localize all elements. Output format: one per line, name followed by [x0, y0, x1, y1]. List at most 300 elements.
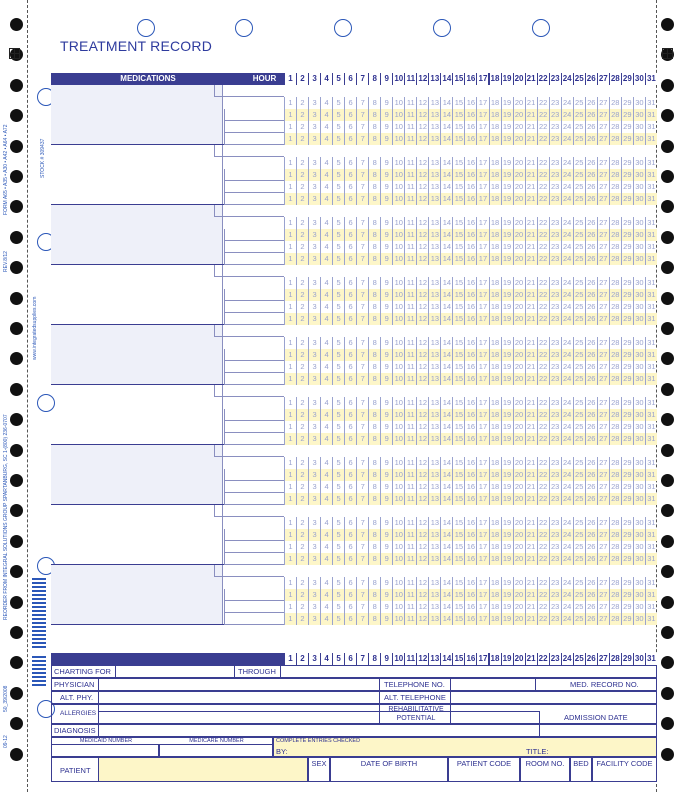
day-cell[interactable]: 26 [585, 241, 597, 253]
day-cell[interactable]: 1 [284, 529, 296, 541]
day-cell[interactable]: 18 [489, 229, 501, 241]
day-cell[interactable]: 27 [597, 193, 609, 205]
day-cell[interactable]: 26 [585, 121, 597, 133]
day-cell[interactable]: 28 [609, 481, 621, 493]
day-cell[interactable]: 2 [296, 457, 308, 469]
day-cell[interactable]: 9 [380, 157, 392, 169]
day-cell[interactable]: 9 [380, 481, 392, 493]
day-cell[interactable]: 2 [296, 169, 308, 181]
day-cell[interactable]: 23 [549, 517, 561, 529]
day-cell[interactable]: 15 [452, 229, 464, 241]
hour-field[interactable] [214, 205, 284, 217]
day-cell[interactable]: 1 [284, 601, 296, 613]
day-cell[interactable]: 27 [597, 433, 609, 445]
day-cell[interactable]: 14 [440, 253, 452, 265]
day-cell[interactable]: 24 [561, 121, 573, 133]
day-cell[interactable]: 8 [368, 217, 380, 229]
day-cell[interactable]: 16 [464, 361, 476, 373]
day-cell[interactable]: 29 [621, 349, 633, 361]
day-cell[interactable]: 27 [597, 181, 609, 193]
day-cell[interactable]: 24 [561, 349, 573, 361]
day-cell[interactable]: 26 [585, 133, 597, 145]
day-cell[interactable]: 19 [501, 397, 513, 409]
day-cell[interactable]: 30 [633, 433, 645, 445]
charting-for-field[interactable] [115, 665, 235, 678]
day-cell[interactable]: 1 [284, 397, 296, 409]
day-cell[interactable]: 16 [464, 193, 476, 205]
day-cell[interactable]: 18 [489, 109, 501, 121]
day-cell[interactable]: 13 [428, 241, 440, 253]
day-cell[interactable]: 4 [320, 397, 332, 409]
day-cell[interactable]: 19 [501, 277, 513, 289]
day-cell[interactable]: 4 [320, 457, 332, 469]
day-cell[interactable]: 16 [464, 133, 476, 145]
day-cell[interactable]: 11 [404, 289, 416, 301]
day-cell[interactable]: 14 [440, 277, 452, 289]
day-cell[interactable]: 7 [356, 433, 368, 445]
day-cell[interactable]: 11 [404, 169, 416, 181]
day-cell[interactable]: 6 [344, 397, 356, 409]
day-cell[interactable]: 15 [452, 409, 464, 421]
day-cell[interactable]: 12 [416, 121, 428, 133]
day-cell[interactable]: 4 [320, 277, 332, 289]
day-cell[interactable]: 19 [501, 481, 513, 493]
day-cell[interactable]: 22 [537, 169, 549, 181]
day-cell[interactable]: 8 [368, 181, 380, 193]
day-cell[interactable]: 20 [513, 409, 525, 421]
day-cell[interactable]: 6 [344, 97, 356, 109]
day-cell[interactable]: 10 [392, 397, 404, 409]
day-cell[interactable]: 28 [609, 469, 621, 481]
day-cell[interactable]: 2 [296, 421, 308, 433]
day-cell[interactable]: 2 [296, 181, 308, 193]
day-cell[interactable]: 1 [284, 409, 296, 421]
day-cell[interactable]: 11 [404, 553, 416, 565]
day-cell[interactable]: 3 [308, 337, 320, 349]
day-cell[interactable]: 11 [404, 253, 416, 265]
day-cell[interactable]: 31 [645, 313, 657, 325]
day-cell[interactable]: 2 [296, 517, 308, 529]
day-cell[interactable]: 26 [585, 301, 597, 313]
day-cell[interactable]: 21 [525, 109, 537, 121]
day-cell[interactable]: 5 [332, 541, 344, 553]
day-cell[interactable]: 22 [537, 253, 549, 265]
day-cell[interactable]: 2 [296, 553, 308, 565]
day-cell[interactable]: 20 [513, 97, 525, 109]
day-cell[interactable]: 1 [284, 313, 296, 325]
day-cell[interactable]: 15 [452, 217, 464, 229]
day-cell[interactable]: 3 [308, 577, 320, 589]
day-cell[interactable]: 6 [344, 457, 356, 469]
day-cell[interactable]: 22 [537, 229, 549, 241]
day-cell[interactable]: 9 [380, 349, 392, 361]
day-cell[interactable]: 31 [645, 409, 657, 421]
day-cell[interactable]: 13 [428, 301, 440, 313]
day-cell[interactable]: 31 [645, 457, 657, 469]
day-cell[interactable]: 18 [489, 277, 501, 289]
day-cell[interactable]: 9 [380, 421, 392, 433]
day-cell[interactable]: 2 [296, 601, 308, 613]
day-cell[interactable]: 24 [561, 277, 573, 289]
day-cell[interactable]: 21 [525, 301, 537, 313]
day-cell[interactable]: 4 [320, 181, 332, 193]
hour-field[interactable] [224, 121, 284, 133]
day-cell[interactable]: 29 [621, 193, 633, 205]
day-cell[interactable]: 7 [356, 541, 368, 553]
day-cell[interactable]: 30 [633, 253, 645, 265]
day-cell[interactable]: 13 [428, 157, 440, 169]
day-cell[interactable]: 3 [308, 229, 320, 241]
day-cell[interactable]: 17 [476, 577, 488, 589]
day-cell[interactable]: 15 [452, 481, 464, 493]
day-cell[interactable]: 29 [621, 409, 633, 421]
day-cell[interactable]: 21 [525, 313, 537, 325]
day-cell[interactable]: 28 [609, 289, 621, 301]
day-cell[interactable]: 11 [404, 589, 416, 601]
day-cell[interactable]: 16 [464, 577, 476, 589]
day-cell[interactable]: 16 [464, 457, 476, 469]
day-cell[interactable]: 25 [573, 553, 585, 565]
day-cell[interactable]: 7 [356, 577, 368, 589]
day-cell[interactable]: 22 [537, 553, 549, 565]
hour-field[interactable] [224, 193, 284, 205]
day-cell[interactable]: 14 [440, 397, 452, 409]
day-cell[interactable]: 20 [513, 577, 525, 589]
day-cell[interactable]: 3 [308, 349, 320, 361]
day-cell[interactable]: 13 [428, 361, 440, 373]
day-cell[interactable]: 27 [597, 277, 609, 289]
day-cell[interactable]: 11 [404, 337, 416, 349]
day-cell[interactable]: 4 [320, 349, 332, 361]
day-cell[interactable]: 7 [356, 373, 368, 385]
medicaid-field[interactable] [51, 744, 159, 757]
day-cell[interactable]: 30 [633, 301, 645, 313]
day-cell[interactable]: 8 [368, 421, 380, 433]
day-cell[interactable]: 31 [645, 337, 657, 349]
day-cell[interactable]: 7 [356, 217, 368, 229]
day-cell[interactable]: 31 [645, 433, 657, 445]
day-cell[interactable]: 12 [416, 109, 428, 121]
day-cell[interactable]: 8 [368, 613, 380, 625]
day-cell[interactable]: 15 [452, 253, 464, 265]
day-cell[interactable]: 23 [549, 337, 561, 349]
day-cell[interactable]: 24 [561, 217, 573, 229]
day-cell[interactable]: 17 [476, 541, 488, 553]
day-cell[interactable]: 4 [320, 433, 332, 445]
day-cell[interactable]: 29 [621, 133, 633, 145]
day-cell[interactable]: 25 [573, 121, 585, 133]
day-cell[interactable]: 8 [368, 577, 380, 589]
day-cell[interactable]: 11 [404, 457, 416, 469]
day-cell[interactable]: 12 [416, 157, 428, 169]
day-cell[interactable]: 16 [464, 169, 476, 181]
day-cell[interactable]: 29 [621, 541, 633, 553]
day-cell[interactable]: 15 [452, 169, 464, 181]
day-cell[interactable]: 25 [573, 433, 585, 445]
day-cell[interactable]: 18 [489, 169, 501, 181]
day-cell[interactable]: 5 [332, 157, 344, 169]
day-cell[interactable]: 20 [513, 373, 525, 385]
day-cell[interactable]: 31 [645, 229, 657, 241]
day-cell[interactable]: 4 [320, 337, 332, 349]
day-cell[interactable]: 23 [549, 361, 561, 373]
day-cell[interactable]: 30 [633, 349, 645, 361]
day-cell[interactable]: 15 [452, 397, 464, 409]
day-cell[interactable]: 19 [501, 169, 513, 181]
day-cell[interactable]: 28 [609, 109, 621, 121]
day-cell[interactable]: 1 [284, 157, 296, 169]
day-cell[interactable]: 3 [308, 613, 320, 625]
day-cell[interactable]: 3 [308, 313, 320, 325]
day-cell[interactable]: 17 [476, 253, 488, 265]
day-cell[interactable]: 16 [464, 337, 476, 349]
day-cell[interactable]: 28 [609, 529, 621, 541]
day-cell[interactable]: 1 [284, 589, 296, 601]
day-cell[interactable]: 30 [633, 601, 645, 613]
day-cell[interactable]: 15 [452, 613, 464, 625]
day-cell[interactable]: 20 [513, 469, 525, 481]
day-cell[interactable]: 7 [356, 529, 368, 541]
day-cell[interactable]: 12 [416, 589, 428, 601]
day-cell[interactable]: 27 [597, 541, 609, 553]
day-cell[interactable]: 23 [549, 229, 561, 241]
day-cell[interactable]: 2 [296, 397, 308, 409]
day-cell[interactable]: 1 [284, 613, 296, 625]
day-cell[interactable]: 1 [284, 373, 296, 385]
day-cell[interactable]: 7 [356, 229, 368, 241]
day-cell[interactable]: 25 [573, 181, 585, 193]
day-cell[interactable]: 30 [633, 241, 645, 253]
day-cell[interactable]: 21 [525, 469, 537, 481]
day-cell[interactable]: 29 [621, 613, 633, 625]
day-cell[interactable]: 29 [621, 373, 633, 385]
day-cell[interactable]: 20 [513, 457, 525, 469]
day-cell[interactable]: 18 [489, 541, 501, 553]
day-cell[interactable]: 13 [428, 181, 440, 193]
day-cell[interactable]: 11 [404, 181, 416, 193]
day-cell[interactable]: 27 [597, 493, 609, 505]
day-cell[interactable]: 5 [332, 493, 344, 505]
day-cell[interactable]: 12 [416, 541, 428, 553]
day-cell[interactable]: 22 [537, 469, 549, 481]
hour-field[interactable] [224, 421, 284, 433]
day-cell[interactable]: 19 [501, 109, 513, 121]
day-cell[interactable]: 27 [597, 601, 609, 613]
day-cell[interactable]: 26 [585, 313, 597, 325]
day-cell[interactable]: 18 [489, 241, 501, 253]
day-cell[interactable]: 20 [513, 229, 525, 241]
day-cell[interactable]: 26 [585, 97, 597, 109]
day-cell[interactable]: 30 [633, 529, 645, 541]
day-cell[interactable]: 21 [525, 337, 537, 349]
day-cell[interactable]: 18 [489, 553, 501, 565]
day-cell[interactable]: 30 [633, 493, 645, 505]
day-cell[interactable]: 10 [392, 517, 404, 529]
day-cell[interactable]: 31 [645, 577, 657, 589]
day-cell[interactable]: 10 [392, 313, 404, 325]
day-cell[interactable]: 20 [513, 517, 525, 529]
day-cell[interactable]: 19 [501, 469, 513, 481]
day-cell[interactable]: 8 [368, 193, 380, 205]
day-cell[interactable]: 6 [344, 421, 356, 433]
day-cell[interactable]: 17 [476, 337, 488, 349]
day-cell[interactable]: 22 [537, 301, 549, 313]
day-cell[interactable]: 12 [416, 337, 428, 349]
day-cell[interactable]: 30 [633, 193, 645, 205]
day-cell[interactable]: 10 [392, 613, 404, 625]
day-cell[interactable]: 31 [645, 301, 657, 313]
day-cell[interactable]: 27 [597, 373, 609, 385]
day-cell[interactable]: 30 [633, 277, 645, 289]
day-cell[interactable]: 27 [597, 241, 609, 253]
day-cell[interactable]: 14 [440, 121, 452, 133]
day-cell[interactable]: 10 [392, 169, 404, 181]
day-cell[interactable]: 3 [308, 289, 320, 301]
day-cell[interactable]: 15 [452, 349, 464, 361]
day-cell[interactable]: 17 [476, 169, 488, 181]
day-cell[interactable]: 2 [296, 157, 308, 169]
day-cell[interactable]: 5 [332, 409, 344, 421]
medication-field[interactable] [51, 325, 223, 384]
day-cell[interactable]: 7 [356, 361, 368, 373]
hour-field[interactable] [224, 361, 284, 373]
day-cell[interactable]: 22 [537, 337, 549, 349]
day-cell[interactable]: 5 [332, 601, 344, 613]
day-cell[interactable]: 10 [392, 493, 404, 505]
day-cell[interactable]: 16 [464, 397, 476, 409]
day-cell[interactable]: 20 [513, 529, 525, 541]
day-cell[interactable]: 26 [585, 229, 597, 241]
day-cell[interactable]: 26 [585, 601, 597, 613]
day-cell[interactable]: 13 [428, 517, 440, 529]
day-cell[interactable]: 5 [332, 301, 344, 313]
day-cell[interactable]: 1 [284, 553, 296, 565]
day-cell[interactable]: 22 [537, 157, 549, 169]
day-cell[interactable]: 14 [440, 421, 452, 433]
day-cell[interactable]: 13 [428, 289, 440, 301]
day-cell[interactable]: 1 [284, 493, 296, 505]
day-cell[interactable]: 5 [332, 277, 344, 289]
day-cell[interactable]: 14 [440, 217, 452, 229]
day-cell[interactable]: 10 [392, 133, 404, 145]
hour-field[interactable] [224, 133, 284, 145]
day-cell[interactable]: 26 [585, 493, 597, 505]
day-cell[interactable]: 11 [404, 481, 416, 493]
day-cell[interactable]: 17 [476, 397, 488, 409]
day-cell[interactable]: 23 [549, 589, 561, 601]
day-cell[interactable]: 30 [633, 589, 645, 601]
day-cell[interactable]: 17 [476, 469, 488, 481]
medication-field[interactable] [51, 565, 223, 624]
day-cell[interactable]: 7 [356, 289, 368, 301]
day-cell[interactable]: 22 [537, 433, 549, 445]
day-cell[interactable]: 8 [368, 361, 380, 373]
day-cell[interactable]: 24 [561, 589, 573, 601]
day-cell[interactable]: 16 [464, 421, 476, 433]
day-cell[interactable]: 6 [344, 601, 356, 613]
day-cell[interactable]: 19 [501, 493, 513, 505]
day-cell[interactable]: 2 [296, 97, 308, 109]
hour-field[interactable] [224, 349, 284, 361]
day-cell[interactable]: 29 [621, 313, 633, 325]
day-cell[interactable]: 25 [573, 529, 585, 541]
day-cell[interactable]: 22 [537, 97, 549, 109]
day-cell[interactable]: 24 [561, 289, 573, 301]
day-cell[interactable]: 10 [392, 577, 404, 589]
day-cell[interactable]: 10 [392, 217, 404, 229]
day-cell[interactable]: 30 [633, 181, 645, 193]
day-cell[interactable]: 31 [645, 169, 657, 181]
day-cell[interactable]: 16 [464, 529, 476, 541]
day-cell[interactable]: 9 [380, 541, 392, 553]
day-cell[interactable]: 15 [452, 517, 464, 529]
hour-field[interactable] [214, 325, 284, 337]
day-cell[interactable]: 15 [452, 493, 464, 505]
day-cell[interactable]: 29 [621, 601, 633, 613]
medication-field[interactable] [51, 505, 223, 564]
day-cell[interactable]: 6 [344, 217, 356, 229]
day-cell[interactable]: 12 [416, 217, 428, 229]
day-cell[interactable]: 29 [621, 517, 633, 529]
day-cell[interactable]: 5 [332, 337, 344, 349]
day-cell[interactable]: 31 [645, 121, 657, 133]
day-cell[interactable]: 11 [404, 349, 416, 361]
day-cell[interactable]: 5 [332, 421, 344, 433]
day-cell[interactable]: 13 [428, 589, 440, 601]
day-cell[interactable]: 16 [464, 517, 476, 529]
hour-field[interactable] [224, 553, 284, 565]
day-cell[interactable]: 25 [573, 481, 585, 493]
day-cell[interactable]: 20 [513, 349, 525, 361]
day-cell[interactable]: 23 [549, 193, 561, 205]
day-cell[interactable]: 11 [404, 133, 416, 145]
day-cell[interactable]: 4 [320, 229, 332, 241]
day-cell[interactable]: 6 [344, 277, 356, 289]
day-cell[interactable]: 4 [320, 241, 332, 253]
day-cell[interactable]: 26 [585, 409, 597, 421]
hour-field[interactable] [224, 589, 284, 601]
day-cell[interactable]: 8 [368, 301, 380, 313]
day-cell[interactable]: 22 [537, 481, 549, 493]
through-field[interactable] [280, 665, 657, 678]
day-cell[interactable]: 23 [549, 577, 561, 589]
day-cell[interactable]: 9 [380, 253, 392, 265]
day-cell[interactable]: 27 [597, 469, 609, 481]
day-cell[interactable]: 10 [392, 193, 404, 205]
day-cell[interactable]: 18 [489, 349, 501, 361]
day-cell[interactable]: 20 [513, 613, 525, 625]
day-cell[interactable]: 30 [633, 613, 645, 625]
day-cell[interactable]: 9 [380, 553, 392, 565]
day-cell[interactable]: 1 [284, 109, 296, 121]
day-cell[interactable]: 26 [585, 157, 597, 169]
day-cell[interactable]: 4 [320, 493, 332, 505]
day-cell[interactable]: 12 [416, 601, 428, 613]
day-cell[interactable]: 3 [308, 97, 320, 109]
day-cell[interactable]: 30 [633, 217, 645, 229]
day-cell[interactable]: 19 [501, 289, 513, 301]
day-cell[interactable]: 4 [320, 193, 332, 205]
day-cell[interactable]: 14 [440, 541, 452, 553]
day-cell[interactable]: 29 [621, 433, 633, 445]
day-cell[interactable]: 6 [344, 577, 356, 589]
day-cell[interactable]: 30 [633, 517, 645, 529]
day-cell[interactable]: 31 [645, 601, 657, 613]
day-cell[interactable]: 25 [573, 613, 585, 625]
day-cell[interactable]: 4 [320, 169, 332, 181]
day-cell[interactable]: 9 [380, 589, 392, 601]
day-cell[interactable]: 21 [525, 193, 537, 205]
